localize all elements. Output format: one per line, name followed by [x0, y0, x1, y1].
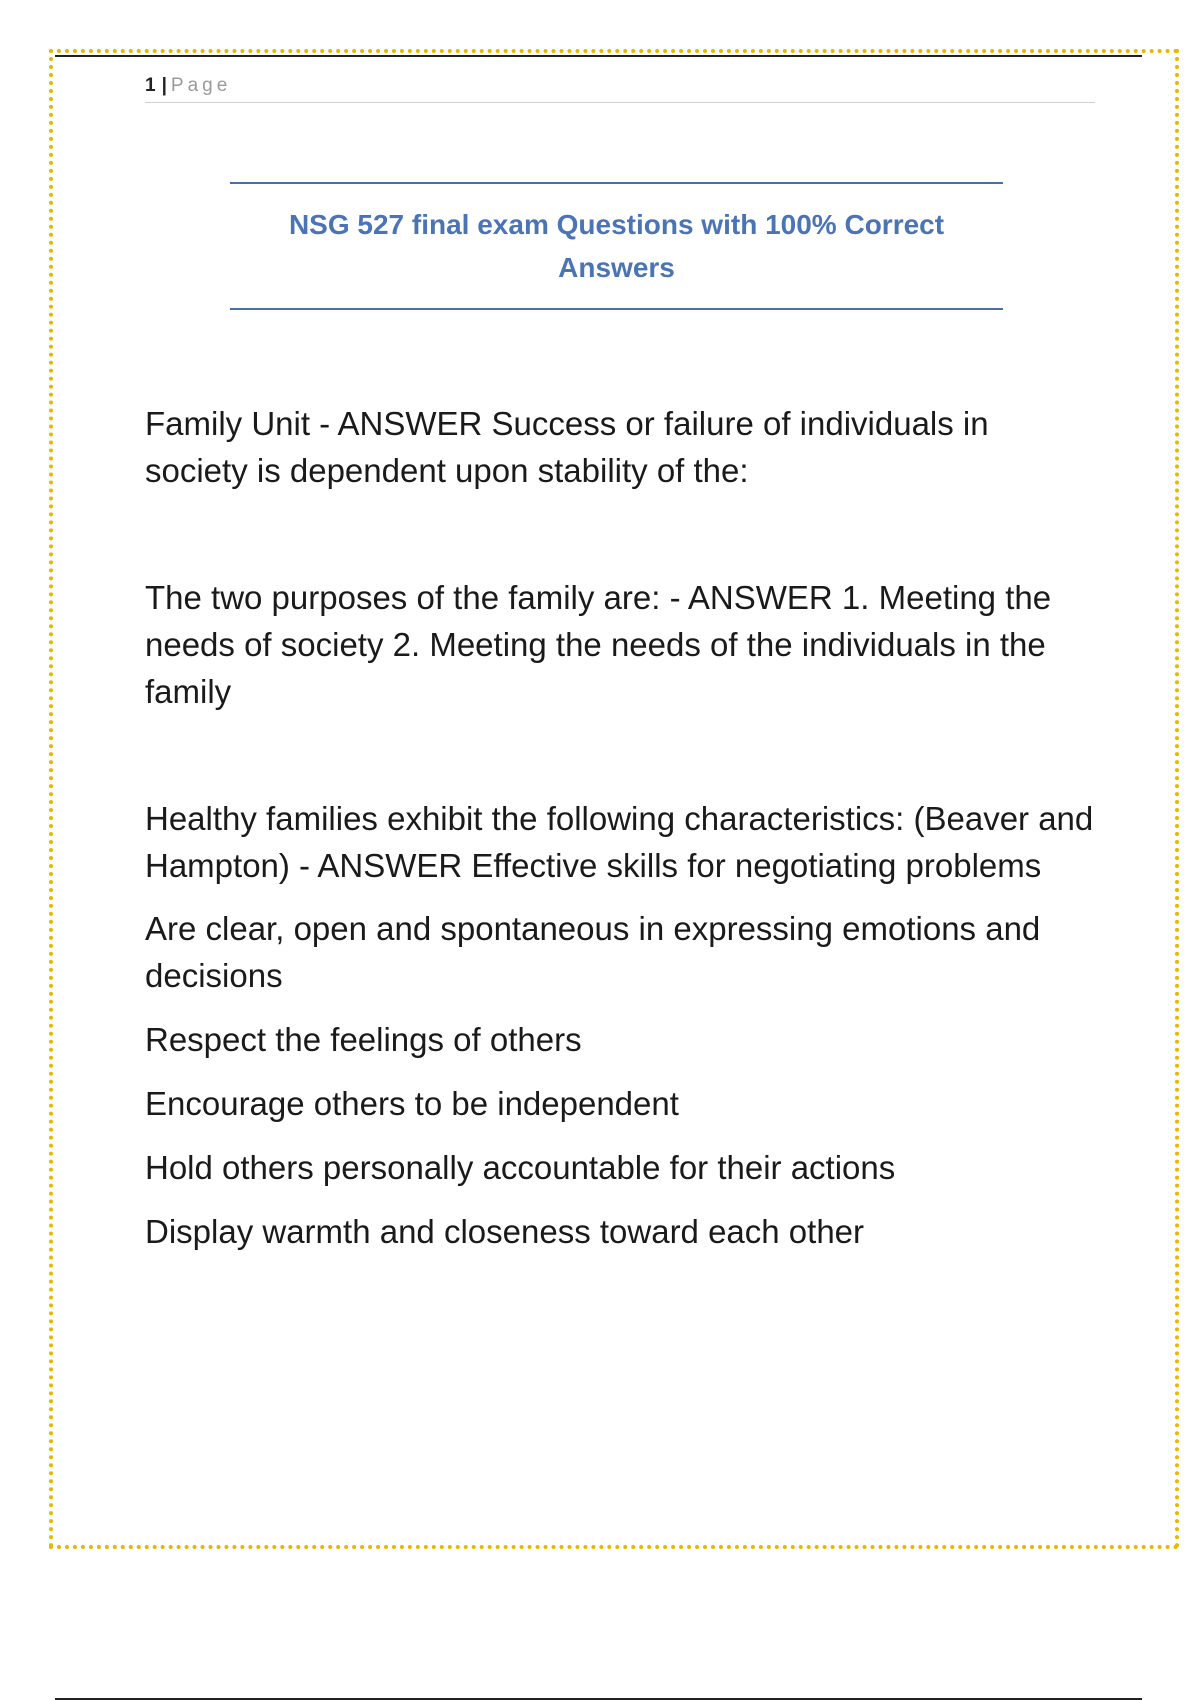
document-content — [145, 400, 1100, 1272]
qa-item-healthy-families: Healthy families exhibit the following characteristics: (Beaver and Hampton) - ANSWER Effective skills for negotiating problems — [145, 800, 1094, 884]
characteristic-item: Respect the feelings of others — [145, 1021, 582, 1058]
page-label: Page — [170, 75, 232, 96]
top-rule — [55, 55, 1142, 57]
page-separator: | — [161, 75, 167, 96]
characteristic-item: Hold others personally accountable for their actions — [145, 1149, 896, 1186]
characteristic-item: Are clear, open and spontaneous in expressing emotions and decisions — [145, 910, 1041, 994]
characteristic-item: Display warmth and closeness toward each other — [145, 1213, 865, 1250]
page-number: 1 — [145, 75, 156, 96]
document-title: NSG 527 final exam Questions with 100% Correct Answers — [288, 209, 945, 283]
qa-item-family-purposes: The two purposes of the family are: - ANSWER 1. Meeting the needs of society 2. Meeting the needs of the individuals in the family — [145, 579, 1052, 710]
title-block — [230, 182, 1003, 310]
qa-item-family-unit: Family Unit - ANSWER Success or failure of individuals in society is dependent upon stability of the: — [145, 405, 989, 489]
page-header — [145, 72, 1095, 103]
characteristic-item: Encourage others to be independent — [145, 1085, 679, 1122]
